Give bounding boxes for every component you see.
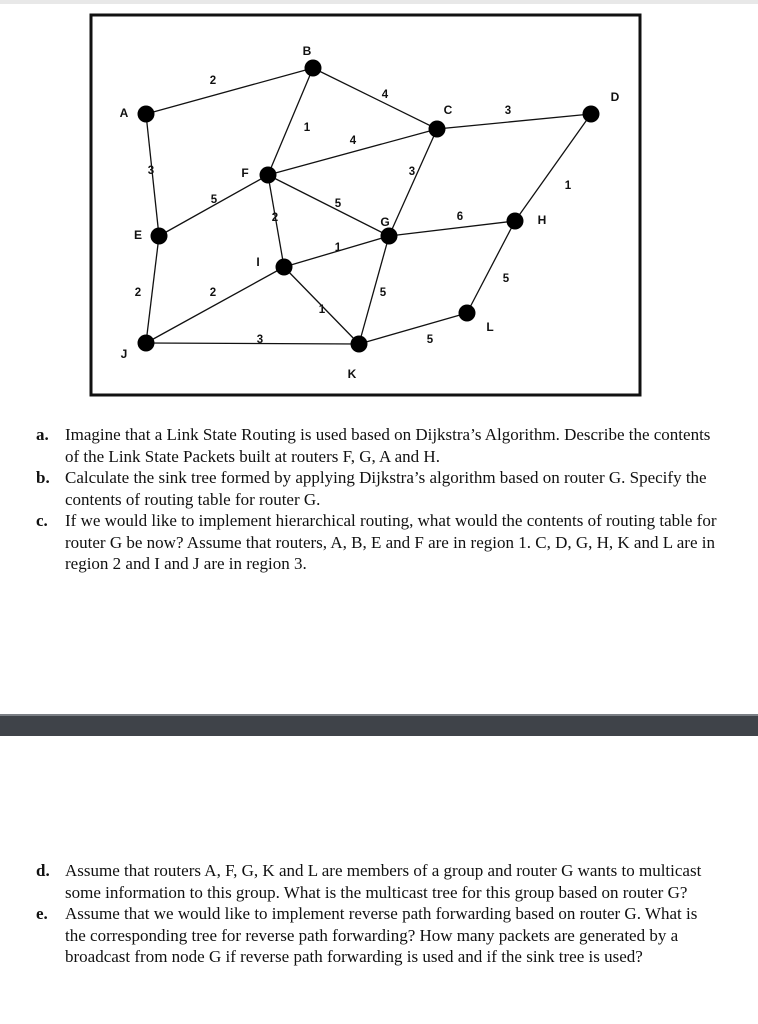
edge-weight-i-g: 1 (334, 242, 342, 255)
edge-weight-k-l: 5 (426, 334, 434, 347)
question-e (0, 903, 758, 968)
edge-weight-f-i: 2 (271, 212, 279, 225)
question-text: Calculate the sink tree formed by applying Dijkstra’s algorithm based on router G. Specify the contents of routing table for router G. (65, 468, 707, 509)
edge-weight-e-j: 2 (134, 287, 142, 300)
question-text: Imagine that a Link State Routing is used based on Dijkstra’s Algorithm. Describe the contents of the Link State Packets built at routers F, G, A and H. (65, 425, 711, 466)
router-label-f: F (241, 166, 249, 181)
router-node-d (583, 106, 600, 123)
router-node-i (276, 259, 293, 276)
question-letter: d. (36, 861, 50, 880)
edge-weight-i-k: 1 (318, 304, 326, 317)
edge-weight-j-i: 2 (209, 287, 217, 300)
edge-weight-a-b: 2 (209, 75, 217, 88)
router-label-j: J (120, 347, 128, 362)
question-letter: e. (36, 904, 48, 923)
network-graph (0, 0, 758, 410)
question-d (0, 860, 758, 903)
edge-weight-c-g: 3 (408, 166, 416, 179)
edge-weight-c-d: 3 (504, 105, 512, 118)
router-node-g (381, 228, 398, 245)
question-letter: b. (36, 468, 50, 487)
edge-weight-g-h: 6 (456, 211, 464, 224)
edge-weight-a-e: 3 (147, 165, 155, 178)
edge-weight-b-f: 1 (303, 122, 311, 135)
router-label-e: E (133, 228, 143, 243)
router-label-b: B (302, 44, 312, 59)
router-label-a: A (119, 106, 129, 121)
router-node-a (138, 106, 155, 123)
router-node-c (429, 121, 446, 138)
router-node-h (507, 213, 524, 230)
question-text: If we would like to implement hierarchical routing, what would the contents of routing table for router G be now? Assume that routers, A, B, E and F are in region 1. C, D, G, H, K and L are in region 2 and I and J are in region 3. (65, 511, 717, 573)
question-letter: c. (36, 511, 48, 530)
router-label-i: I (256, 255, 260, 270)
router-label-l: L (486, 320, 494, 335)
edge-weight-l-h: 5 (502, 273, 510, 286)
question-letter: a. (36, 425, 49, 444)
edge-weight-g-k: 5 (379, 287, 387, 300)
questions-bottom-list (0, 860, 758, 968)
edge-weight-j-k: 3 (256, 334, 264, 347)
router-node-j (138, 335, 155, 352)
router-label-d: D (610, 90, 620, 105)
router-node-k (351, 336, 368, 353)
router-node-f (260, 167, 277, 184)
router-label-c: C (443, 103, 453, 118)
question-text: Assume that routers A, F, G, K and L are members of a group and router G wants to multicast some information to this group. What is the multicast tree for this group based on router G? (65, 861, 702, 902)
question-c (0, 510, 758, 575)
question-b (0, 467, 758, 510)
router-label-h: H (537, 213, 547, 228)
router-node-b (305, 60, 322, 77)
router-label-g: G (380, 215, 390, 230)
question-a (0, 424, 758, 467)
router-node-e (151, 228, 168, 245)
edge-weight-b-c: 4 (381, 89, 389, 102)
edge-weight-d-h: 1 (564, 180, 572, 193)
edge-weight-f-g: 5 (334, 198, 342, 211)
router-node-l (459, 305, 476, 322)
section-divider (0, 716, 758, 736)
edge-weight-e-f: 5 (210, 194, 218, 207)
question-text: Assume that we would like to implement reverse path forwarding based on router G. What is the corresponding tree for reverse path forwarding? How many packets are generated by a broadcast from node G if reverse path forwarding is used and if the sink tree is used? (65, 904, 698, 966)
questions-top-list (0, 424, 758, 575)
edge-weight-f-c: 4 (349, 135, 357, 148)
router-label-k: K (347, 367, 357, 382)
graph-frame (91, 15, 640, 395)
